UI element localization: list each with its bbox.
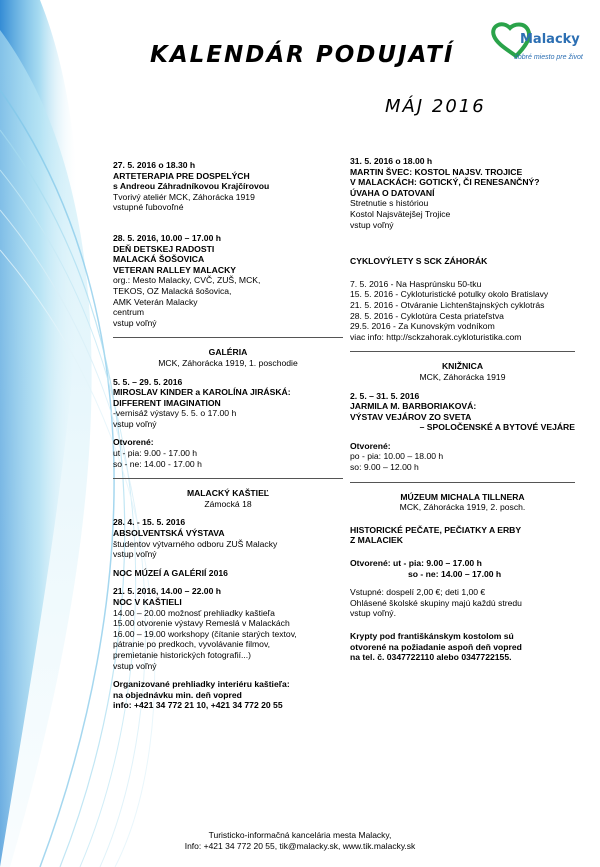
event-text: AMK Veterán Malacky bbox=[113, 296, 198, 307]
price-text: Vstupné: dospelí 2,00 €; deti 1,00 € bbox=[350, 587, 486, 598]
event-title: Z MALACIEK bbox=[350, 535, 403, 546]
event-date: 21. 5. 2016, 14.00 – 22.00 h bbox=[113, 586, 221, 597]
event-text: Ohlásené školské skupiny majú každú stredu bbox=[350, 597, 522, 608]
event-title: V MALACKÁCH: GOTICKÝ, ČI RENESANČNÝ? bbox=[350, 177, 540, 188]
list-item: 28. 5. 2016 - Cyklotúra Cesta priateľstva bbox=[350, 310, 504, 321]
opening-hours: po - pia: 10.00 – 18.00 h bbox=[350, 451, 444, 462]
divider bbox=[113, 337, 343, 338]
opening-hours: so: 9.00 – 12.00 h bbox=[350, 462, 419, 473]
info-text: otvorené na požiadanie aspoň deň vopred bbox=[350, 641, 522, 652]
event-text: 15.00 otvorenie výstavy Remeslá v Malackách bbox=[113, 618, 290, 629]
footer-line: Info: +421 34 772 20 55, tik@malacky.sk, www.tik.malacky.sk bbox=[184, 841, 416, 851]
event-text: premietanie historických fotografií...) bbox=[113, 649, 252, 660]
info-text: Organizované prehliadky interiéru kaštieľa: bbox=[113, 679, 290, 690]
section-kniznica bbox=[350, 361, 575, 472]
event-title: NOC V KAŠTIELI bbox=[113, 597, 182, 607]
list-item: 21. 5. 2016 - Otváranie Lichtenštajnských cyklotrás bbox=[350, 299, 545, 310]
opening-hours-label: Otvorené: bbox=[350, 440, 391, 451]
event-text: Stretnutie s históriou bbox=[350, 198, 429, 209]
opening-hours: ut - pia: 9.00 - 17.00 h bbox=[113, 448, 198, 459]
event-text: -vernisáž výstavy 5. 5. o 17.00 h bbox=[113, 408, 237, 419]
opening-hours: so - ne: 14.00 – 17.00 h bbox=[408, 568, 502, 579]
list-item: 7. 5. 2016 - Na Hasprúnsku 50-tku bbox=[350, 278, 482, 289]
event-date: 31. 5. 2016 o 18.00 h bbox=[350, 156, 433, 166]
event-title: VETERAN RALLEY MALACKY bbox=[113, 264, 237, 275]
section-address: Zámocká 18 bbox=[204, 498, 252, 509]
event-title: MALACKÁ ŠOŠOVICA bbox=[113, 254, 205, 265]
event-text: Kostol Najsvätejšej Trojice bbox=[350, 208, 451, 219]
event-text: 14.00 – 20.00 možnosť prehliadky kaštieľa bbox=[113, 607, 275, 618]
section-heading: GALÉRIA bbox=[208, 347, 248, 358]
event-text: Tvorivý ateliér MCK, Záhorácka 1919 bbox=[113, 191, 255, 202]
opening-hours: Otvorené: ut - pia: 9.00 – 17.00 h bbox=[350, 558, 482, 569]
section-heading: CYKLOVÝLETY S SCK ZÁHORÁK bbox=[350, 256, 488, 267]
page-title: KALENDÁR PODUJATÍ bbox=[150, 42, 455, 68]
event-date: 5. 5. – 29. 5. 2016 bbox=[113, 376, 183, 387]
event-text: org.: Mesto Malacky, CVČ, ZUŠ, MCK, bbox=[113, 275, 261, 286]
page-subtitle: MÁJ 2016 bbox=[385, 96, 486, 117]
section-muzeum bbox=[350, 492, 575, 663]
event-text: vstup voľný bbox=[113, 317, 157, 328]
event-text: vstup voľný. bbox=[350, 608, 396, 619]
event-text: pátranie po predkoch, vyvolávanie filmov, bbox=[113, 639, 270, 650]
section-heading: MALACKÝ KAŠTIEĽ bbox=[186, 488, 270, 499]
section-address: MCK, Záhorácka 1919, 2. posch. bbox=[399, 502, 526, 513]
right-column bbox=[350, 156, 575, 671]
section-cyklovylety bbox=[350, 256, 575, 342]
info-text: na tel. č. 0347722110 alebo 0347722155. bbox=[350, 652, 512, 663]
event-den-detskej-radosti bbox=[113, 233, 343, 328]
event-title: VÝSTAV VEJÁROV ZO SVETA bbox=[350, 411, 472, 422]
event-martin-svec bbox=[350, 156, 575, 230]
event-text: centrum bbox=[113, 307, 145, 318]
section-address: MCK, Záhorácka 1919, 1. poschodie bbox=[158, 357, 298, 368]
footer bbox=[0, 830, 600, 852]
event-title: ARTETERAPIA PRE DOSPELÝCH bbox=[113, 170, 250, 181]
section-kastiel bbox=[113, 488, 343, 711]
list-item: viac info: http://sckzahorak.cykloturistika.com bbox=[350, 331, 522, 342]
footer-line: Turisticko-informačná kancelária mesta Malacky, bbox=[208, 830, 392, 840]
section-heading: KNIŽNICA bbox=[441, 361, 484, 372]
event-text: TEKOS, OZ Malacká šošovica, bbox=[113, 285, 232, 296]
event-text: vstup voľný bbox=[113, 660, 157, 671]
event-date: 27. 5. 2016 o 18.30 h bbox=[113, 160, 196, 170]
logo-text: Malacky bbox=[520, 32, 580, 47]
noc-muzei-heading: NOC MÚZEÍ A GALÉRIÍ 2016 bbox=[113, 567, 228, 578]
event-arteterapia bbox=[113, 160, 343, 213]
event-title: HISTORICKÉ PEČATE, PEČIATKY A ERBY bbox=[350, 524, 522, 535]
list-item: 29.5. 2016 - Za Kunovským vodníkom bbox=[350, 321, 495, 332]
logo-tagline: dobré miesto pre život bbox=[514, 54, 583, 61]
event-title: – SPOLOČENSKÉ A BYTOVÉ VEJÁRE bbox=[419, 422, 575, 433]
event-text: vstup voľný bbox=[113, 418, 157, 429]
event-title: JARMILA M. BARBORIAKOVÁ: bbox=[350, 401, 477, 412]
info-text: Krypty pod františkánskym kostolom sú bbox=[350, 631, 514, 641]
event-text: vstupné ľubovoľné bbox=[113, 202, 184, 213]
divider bbox=[350, 351, 575, 352]
event-title: s Andreou Záhradníkovou Krajčírovou bbox=[113, 181, 270, 192]
event-date: 28. 5. 2016, 10.00 – 17.00 h bbox=[113, 232, 221, 243]
event-text: vstup voľný bbox=[350, 219, 394, 230]
divider bbox=[113, 478, 343, 479]
list-item: 15. 5. 2016 - Cykloturistické potulky okolo Bratislavy bbox=[350, 289, 549, 300]
event-title: ABSOLVENTSKÁ VÝSTAVA bbox=[113, 528, 225, 539]
opening-hours: so - ne: 14.00 - 17.00 h bbox=[113, 458, 202, 469]
section-galeria bbox=[113, 347, 343, 469]
left-column bbox=[113, 160, 343, 719]
event-title: ÚVAHA O DATOVANÍ bbox=[350, 187, 435, 198]
event-text: študentov výtvarného odboru ZUŠ Malacky bbox=[113, 538, 278, 549]
section-heading: MÚZEUM MICHALA TILLNERA bbox=[400, 491, 525, 502]
event-title: DEŇ DETSKEJ RADOSTI bbox=[113, 243, 215, 254]
event-date: 2. 5. – 31. 5. 2016 bbox=[350, 390, 420, 401]
event-title: DIFFERENT IMAGINATION bbox=[113, 397, 221, 408]
event-title: MIROSLAV KINDER a KAROLÍNA JIRÁSKÁ: bbox=[113, 387, 291, 398]
info-text: na objednávku min. deň vopred bbox=[113, 689, 242, 700]
event-date: 28. 4. - 15. 5. 2016 bbox=[113, 517, 186, 528]
divider bbox=[350, 482, 575, 483]
info-text: info: +421 34 772 21 10, +421 34 772 20 55 bbox=[113, 700, 283, 711]
section-address: MCK, Záhorácka 1919 bbox=[419, 371, 506, 382]
event-title: MARTIN ŠVEC: KOSTOL NAJSV. TROJICE bbox=[350, 166, 523, 177]
event-text: 16.00 – 19.00 workshopy (čítanie starých textov, bbox=[113, 628, 297, 639]
event-text: vstup voľný bbox=[113, 549, 157, 560]
opening-hours-label: Otvorené: bbox=[113, 437, 154, 448]
